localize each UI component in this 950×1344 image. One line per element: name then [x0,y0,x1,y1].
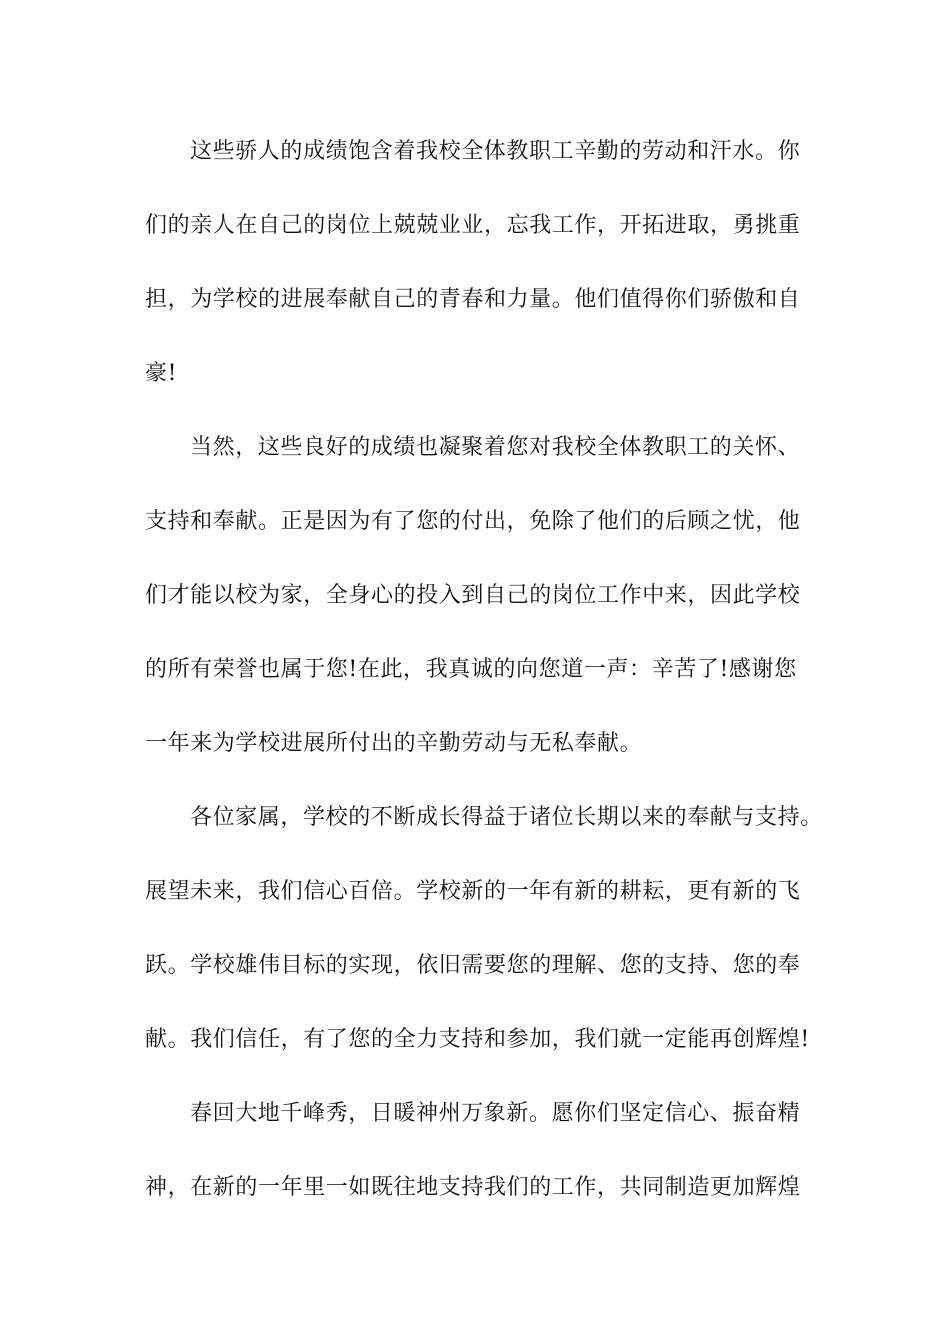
paragraph-1-line-2: 们的亲人在自己的岗位上兢兢业业，忘我工作，开拓进取，勇挑重 [145,213,801,238]
paragraph-3-line-4: 献。我们信任，有了您的全力支持和参加，我们就一定能再创辉煌! [145,1027,810,1052]
paragraph-3-line-1: 各位家属，学校的不断成长得益于诸位长期以来的奉献与支持。 [190,805,823,830]
paragraph-1-line-4: 豪! [145,361,178,386]
paragraph-4-line-1: 春回大地千峰秀，日暖神州万象新。愿你们坚定信心、振奋精 [190,1101,801,1126]
paragraph-3-line-2: 展望未来，我们信心百倍。学校新的一年有新的耕耘，更有新的飞 [145,879,801,904]
paragraph-1-line-3: 担，为学校的进展奉献自己的青春和力量。他们值得你们骄傲和自 [145,287,801,312]
paragraph-2-line-3: 们才能以校为家，全身心的投入到自己的岗位工作中来，因此学校 [145,583,801,608]
paragraph-2-line-2: 支持和奉献。正是因为有了您的付出，免除了他们的后顾之忧，他 [145,509,801,534]
paragraph-2-line-5: 一年来为学校进展所付出的辛勤劳动与无私奉献。 [145,731,643,756]
paragraph-2-line-4: 的所有荣誉也属于您!在此，我真诚的向您道一声：辛苦了!感谢您 [145,657,797,682]
paragraph-3-line-3: 跃。学校雄伟目标的实现，依旧需要您的理解、您的支持、您的奉 [145,953,801,978]
paragraph-2-line-1: 当然，这些良好的成绩也凝聚着您对我校全体教职工的关怀、 [190,435,801,460]
paragraph-1-line-1: 这些骄人的成绩饱含着我校全体教职工辛勤的劳动和汗水。你 [190,139,801,164]
paragraph-4-line-2: 神，在新的一年里一如既往地支持我们的工作，共同制造更加辉煌 [145,1175,801,1200]
